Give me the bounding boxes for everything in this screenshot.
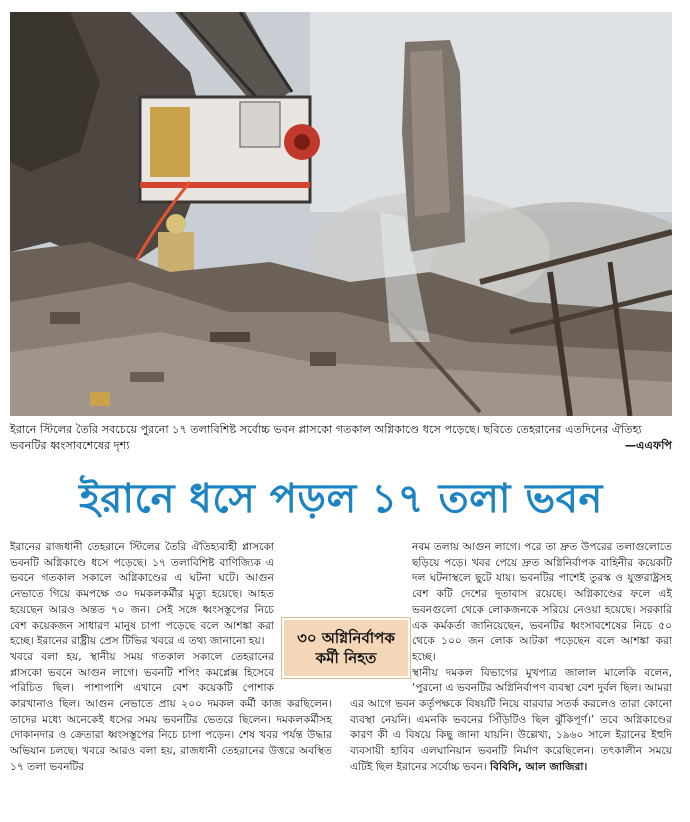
photo-caption — [10, 422, 672, 454]
news-source: বিবিসি, আল জাজিরা। — [490, 760, 588, 773]
caption-text: ইরানে স্টিলের তৈরি সবচেয়ে পুরনো ১৭ তলাবিশিষ্ট সর্বোচ্চ ভবন প্লাসকো গতকাল অগ্নিকাণ্ডে ধসে পড়েছে। ছবিতে তেহরানের এতদিনের ঐতিহ্য ভবনটির ধ্বংসাবশেষের দৃশ্য — [10, 423, 642, 452]
photo-credit: —এএফপি — [624, 439, 672, 452]
fire-rescue-photo — [10, 12, 672, 416]
article-paragraph: ইরানের রাজধানী তেহরানে স্টিলের তৈরি ঐতিহ্যবাহী প্লাসকো ভবনটি অগ্নিকাণ্ডে ধসে পড়েছে। ১৭ তলাবিশিষ্ট বাণিজ্যিক এ ভবনে গতকাল সকালে অগ্নিকাণ্ডের এ ঘটনা ঘটে। আগুন নেভাতে গিয়ে কমপক্ষে ৩০ দমকলকর্মীর মৃত্যু হয়েছে। আহত হয়েছেন আরও অন্তত ৭০ জন। সেই সঙ্গে ধ্বংসস্তূপের নিচে বেশ কয়েকজন সাধারণ মানুষ চাপা পড়েছে বলে আশঙ্কা করা হচ্ছে। ইরানের রাষ্ট্রীয় প্রেস টিভির খবরে এ তথ্য জানানো হয়। — [10, 541, 274, 648]
article-paragraph: খবরে বলা হয়, স্থানীয় সময় গতকাল সকালে তেহরানের প্লাসকো ভবনে আগুন লাগে। ভবনটি শপিং কমপ্লেক্স হিসেবে পরিচিত ছিল। পাশাপাশি এখানে বেশ কয়েকটি পোশাক কারখানাও ছিল। আগুন নেভাতে প্রায় ২০০ দমকল কর্মী কাজ করছিলেন। তাদের মধ্যে অনেকেই ধসের সময় ভবনটির ভেতরে ছিলেন। দমকলকর্মীসহ দোকানদার ও ক্রেতারা ধ্বংসস্তূপের নিচে চাপা পড়েন। শেষ খবর পর্যন্ত উদ্ধার অভিযান চলছে। খবরে আরও বলা হয়, রাজধানী তেহরানের উত্তরে অবস্থিত ১৭ তলা ভবনটির — [10, 650, 332, 773]
news-photo — [10, 12, 672, 416]
pull-quote: ৩০ অগ্নিনির্বাপক কর্মী নিহত — [282, 618, 410, 678]
headline: ইরানে ধসে পড়ল ১৭ তলা ভবন — [79, 476, 603, 522]
article-text: স্থানীয় দমকল বিভাগের মুখপাত্র জালাল মালেকি বলেন, ‘পুরনো এ ভবনটির অগ্নিনির্বাপণ ব্যবস্থা বেশ দুর্বল ছিল। আমরা এর আগে ভবন কর্তৃপক্ষকে বিষয়টি নিয়ে বারবার সতর্ক করলেও তারা কোনো ব্যবস্থা নেয়নি। এমনকি ভবনের সিঁড়িটিও ছিল ঝুঁকিপূর্ণ।’ তবে অগ্নিকাণ্ডের কারণ কী এ বিষয়ে কিছু জানা যায়নি। উল্লেখ্য, ১৯৬০ সালে ইরানের ইহুদি ব্যবসায়ী হাবিব এলঘানিয়ান ভবনটি নির্মাণ করেছিলেন। তৎকালীন সময়ে এটিই ছিল ইরানের সর্বোচ্চ ভবন। — [350, 666, 672, 773]
article-paragraph: নবম তলায় আগুন লাগে। পরে তা দ্রুত উপরের তলাগুলোতে ছড়িয়ে পড়ে। খবর পেয়ে দ্রুত অগ্নিনির্বাপক বাহিনীর কয়েকটি দল ঘটনাস্থলে ছুটে যায়। ভবনটির পাশেই তুরস্ক ও যুক্তরাষ্ট্রসহ বেশ কটি দেশের দূতাবাস রয়েছে। অগ্নিকাণ্ডের ফলে এই ভবনগুলো থেকে লোকজনকে সরিয়ে নেওয়া হয়েছে। সরকারি এক কর্মকর্তা জানিয়েছেন, ভবনটির ধ্বংসাবশেষের নিচে ৫০ থেকে ১০০ জন লোক আটকা পড়েছেন বলে আশঙ্কা করা হচ্ছে। — [412, 541, 672, 663]
